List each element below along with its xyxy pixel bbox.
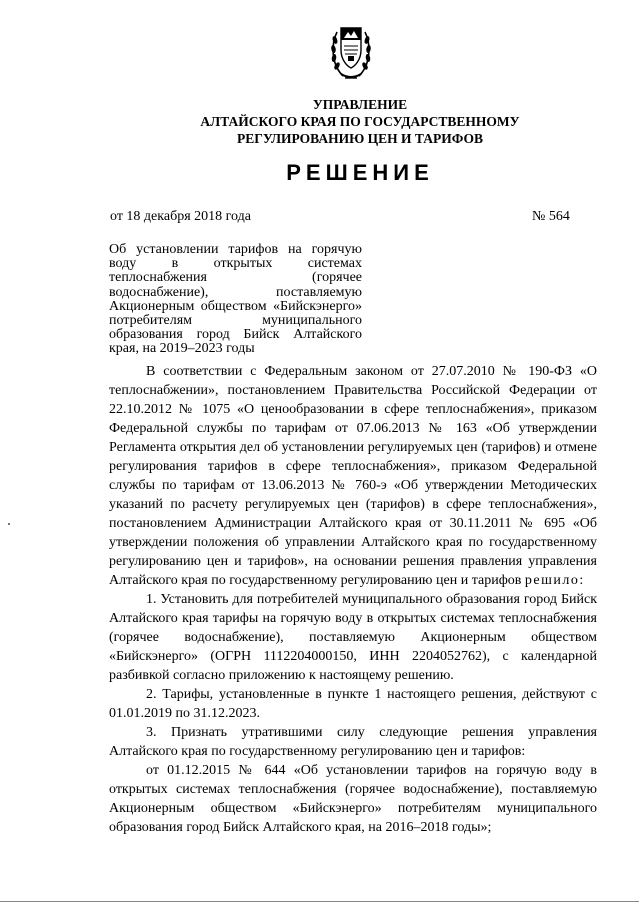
- item-1: 1. Установить для потребителей муниципального образования город Бийск Алтайского края тарифы на горячую воду в открытых системах теплоснабжения (горячее водоснабжение), поставляемую Акционерным обществом «Бийскэнерго» (ОГРН 1112204000150, ИНН 2204052762), с календарной разбивкой согласно приложению к настоящему решению.: [109, 592, 597, 683]
- decision-body: [109, 362, 597, 837]
- org-name-line-1: УПРАВЛЕНИЕ: [312, 97, 408, 112]
- scan-artifact: [8, 523, 10, 525]
- decision-keyword: решило: [524, 573, 580, 588]
- decision-subject: Об установлении тарифов на горячую воду в открытых системах теплоснабжения (горячее водоснабжение), поставляемую Акционерным обществом «Бийскэнерго» потребителям муниципального образования город Бийск Алтайского края, на 2019–2023 годы: [109, 242, 362, 357]
- page-bottom-edge: [0, 901, 639, 902]
- altai-krai-coat-of-arms-icon: [327, 20, 375, 84]
- preamble-text: В соответствии с Федеральным законом от 27.07.2010 № 190-ФЗ «О теплоснабжении», постановлением Правительства Российской Федерации от 22.10.2012 № 1075 «О ценообразовании в сфере теплоснабжения», приказом Федеральной службы по тарифам от 07.06.2013 № 163 «Об утверждении Регламента открытия дел об установлении регулируемых цен (тарифов) и отмене регулирования тарифов в сфере теплоснабжения», приказом Федеральной службы по тарифам от 13.06.2013 № 760-э «Об утверждении Методических указаний по расчету регулируемых цен (тарифов) в сфере теплоснабжения», постановлением Администрации Алтайского края от 30.11.2011 № 695 «Об утверждении положения об управлении Алтайского края по государственному регулированию цен и тарифов», на основании решения правления управления Алтайского края по государственному регулированию цен и тарифов: [109, 364, 597, 588]
- item-3-sub-1: от 01.12.2015 № 644 «Об установлении тарифов на горячую воду в открытых системах теплоснабжения (горячее водоснабжение), поставляемую Акционерным обществом «Бийскэнерго» потребителям муниципального образования город Бийск Алтайского края, на 2016–2018 годы»;: [109, 763, 597, 835]
- document-type-title: РЕШЕНИЕ: [286, 160, 434, 185]
- item-2: 2. Тарифы, установленные в пункте 1 настоящего решения, действуют с 01.01.2019 по 31.12.2023.: [109, 687, 597, 721]
- org-name-line-3: РЕГУЛИРОВАНИЮ ЦЕН И ТАРИФОВ: [236, 131, 484, 146]
- org-name-line-2: АЛТАЙСКОГО КРАЯ ПО ГОСУДАРСТВЕННОМУ: [200, 114, 520, 129]
- item-3: 3. Признать утратившими силу следующие решения управления Алтайского края по государственному регулированию цен и тарифов:: [109, 725, 597, 759]
- decision-date: от 18 декабря 2018 года: [110, 209, 251, 224]
- preamble-end: :: [579, 573, 584, 588]
- decision-number: № 564: [532, 209, 570, 224]
- preamble-paragraph: [109, 362, 597, 590]
